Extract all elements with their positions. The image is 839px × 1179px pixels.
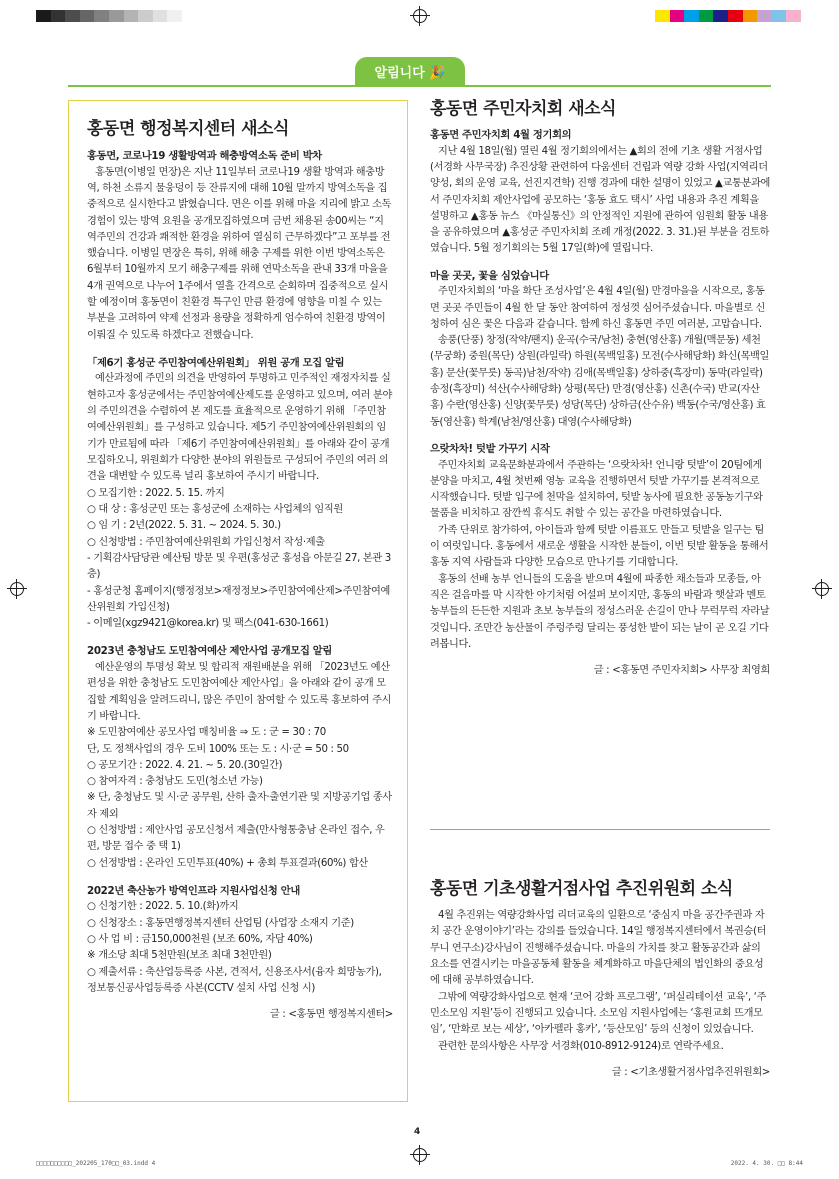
r4-body-3: 관련한 문의사항은 사무장 서경화(010-8912-9124)로 연락주세요. [438, 1040, 724, 1052]
gray-swatch [109, 10, 124, 22]
color-swatch [699, 10, 714, 22]
right-title-2: 홍동면 기초생활거점사업 추진위원회 소식 [430, 879, 733, 899]
list-item: ○ 사 업 비 : 금150,000천원 (보조 60%, 자담 40%) [87, 934, 313, 946]
left-title: 홍동면 행정복지센터 새소식 [87, 119, 289, 139]
r4-body-2: 그밖에 역량강화사업으로 현재 ‘코어 강화 프로그램’, ‘퍼실리테이션 교육’, ‘주민소모임 지원’등이 진행되고 있습니다. 소모임 지원사업에는 ‘홍원교회 뜨개모임’, ‘만화로 보는 세상’, ‘아카펠라 홍카’, ‘등산모임’ 등의 신청이 있었습니다. [430, 991, 767, 1036]
r1-heading: 홍동면 주민자치회 4월 정기회의 [430, 129, 572, 142]
gray-swatch [36, 10, 51, 22]
left-column [87, 118, 393, 1024]
right-title-1: 홍동면 주민자치회 새소식 [430, 99, 616, 119]
s2-body: 예산과정에 주민의 의견을 반영하여 투명하고 민주적인 재정자치를 실현하고자 홍성군에서는 주민참여예산제도를 운영하고 있으며, 여러 분야의 주민의견을 수렴하여 본 제도를 효율적으로 운영하기 위해 「주민참여예산위원회」를 구성하고 있습니다. 제5기 주민참여예산위원회의 임기가 만료됨에 따라 「제6기 주민참여예산위원회」를 아래와 같이 공개모집하오니, 위원회가 다양한 분야의 위원들로 구성되어 주민의 여러 의견을 대변할 수 있도록 널리 홍보하여 주시기 바랍니다. [87, 373, 392, 483]
cmyk-color-bar [655, 10, 801, 22]
gray-color-bar [36, 10, 182, 22]
color-swatch [713, 10, 728, 22]
r3-body-2: 가족 단위로 참가하여, 아이들과 함께 텃밭 이름표도 만들고 텃밭을 일구는 팀이 여럿입니다. 홍동에서 새로운 생활을 시작한 분들이, 이번 텃밭 활동을 통해서 홍동 지역 사람들과 다양한 모습으로 만나기를 기대합니다. [430, 524, 769, 569]
list-item: ○ 참여자격 : 충청남도 도민(청소년 가능) [87, 776, 263, 788]
s1-body: 홍동면(이병일 면장)은 지난 11일부터 코로나19 생활 방역과 해충방역, 하천 소류지 물웅덩이 등 잔류지에 대해 10월 말까지 방역소독을 집중적으로 실시한다고 밝혔습니다. 면은 이를 위해 마을 지리에 밝고 소독 경험이 있는 방역 요원을 공개모집하였으며 금번 채용된 송00씨는 “지역주민의 건강과 쾌적한 환경을 위하여 열심히 근무하겠다”고 포부를 전했습니다. 이병일 면장은 특히, 위해 해충 구제를 위한 이번 방역소독은 6월부터 10월까지 모기 해충구제를 위해 연막소독을 관내 33개 마을을 4개 권역으로 나누어 1주에서 열흘 간격으로 순회하며 집중적으로 실시할 예정이며 홍동면이 친환경 특구인 만큼 환경에 영향을 미칠 수 있는 부분을 고려하여 약제 선정과 용량을 정확하게 엄수하여 친환경 방역이 이뤄질 수 있도록 하겠다고 전했습니다. [87, 166, 392, 341]
r3-body-3: 홍동의 선배 농부 언니들의 도움을 받으며 4월에 파종한 채소들과 모종들, 아직은 걸음마를 막 시작한 아기처럼 어설퍼 보이지만, 홍동의 바람과 햇살과 멘토 농부들의 든든한 지원과 초보 농부들의 정성스러운 손길이 만나 무럭무럭 자라날 것입니다. 조만간 농산물이 주렁주렁 달리는 풍성한 밭이 되는 날이 곧 오길 기다려봅니다. [430, 573, 770, 650]
color-swatch [757, 10, 772, 22]
color-swatch [728, 10, 743, 22]
list-item: ○ 임 기 : 2년(2022. 5. 31. ~ 2024. 5. 30.) [87, 520, 281, 532]
print-timestamp: 2022. 4. 30. □□ 8:44 [730, 1160, 803, 1167]
page-number: 4 [414, 1127, 421, 1137]
registration-mark-right-icon [815, 582, 829, 596]
list-item: - 이메일(xgz9421@korea.kr) 및 팩스(041-630-1661) [87, 618, 329, 630]
list-item: ○ 모집기한 : 2022. 5. 15. 까지 [87, 487, 225, 499]
r1-body: 지난 4월 18일(월) 열린 4월 정기회의에서는 ▲회의 전에 기초 생활 거점사업(서경화 사무국장) 추진상황 관련하여 다움센터 건립과 역량 강화 사업(지역리더 양성, 회의 운영 교육, 선진지견학) 진행 경과에 대한 설명이 있었고 ▲교통분과에서 주민자치회 제안사업에 공모하는 ‘홍동 효도 택시’ 사업 내용과 추진 계획을 설명하고 ▲홍동 뉴스 《마실통신》의 안정적인 지원에 관하여 임원회 활동 내용을 공유하였으며 ▲홍성군 주민자치회 조례 개정(2022. 3. 31.)된 부분을 검토하였습니다. 5월 정기회의는 5월 17일(화)에 열립니다. [430, 145, 770, 255]
gray-swatch [80, 10, 95, 22]
r2-heading: 마을 곳곳, 꽃을 심었습니다 [430, 269, 549, 282]
s3-heading: 2023년 충청남도 도민참여예산 제안사업 공개모집 알림 [87, 645, 332, 658]
color-swatch [655, 10, 670, 22]
list-item: ○ 신청방법 : 제안사업 공모신청서 제출(만사형통충남 온라인 접수, 우편, 방문 접수 중 택 1) [87, 825, 385, 853]
list-item: ○ 선정방법 : 온라인 도민투표(40%) + 총회 투표결과(60%) 합산 [87, 857, 368, 869]
list-item: ○ 신청방법 : 주민참여예산위원회 가입신청서 작성·제출 [87, 536, 325, 548]
r4-body-1: 4월 추진위는 역량강화사업 리더교육의 일환으로 ‘중심지 마을 공간주권과 자치 공간 운영이야기’라는 강의를 들었습니다. 14일 행정복지센터에서 복권승(터무니 연구소)강사님이 진행해주셨습니다. 마을의 가치를 찾고 활동공간과 삶의 요소를 연결시키는 마을공동체 활동을 체계화하고 마을단체의 법인화의 중요성에 대해 공부하였습니다. [430, 910, 767, 987]
color-swatch [684, 10, 699, 22]
r3-body-1: 주민자치회 교육문화분과에서 주관하는 ‘으랏차차! 언니랑 텃밭’이 20팀에게 분양을 마치고, 4월 첫번째 영농 교육을 진행하면서 텃밭 가꾸기를 본격적으로 시작했습니다. 텃밭 입구에 천막을 설치하여, 텃밭 농사에 필요한 공동농기구와 물품을 비치하고 잠깐씩 휴식도 취할 수 있는 공간을 마련하였습니다. [430, 459, 763, 520]
r2-body-2: 송풍(단풍) 창정(작약/팬지) 운곡(수국/남천) 충현(영산홍) 개월(맥문동) 세천(무궁화) 중원(목단) 상원(라일락) 하원(목백일홍) 모전(수사해당화) 화신(목백일홍) 문산(꽃무릇) 동곡)남천/작약) 김애(목백일홍) 상하중(흑장미) 동막(라일락) 송정(흑장미) 석산(수사해당화) 상평(목단) 만경(영산홍) 신촌(수국) 반교(자산홍) 수란(영산홍) 신양(꽃무릇) 성당(목단) 상하금(산수유) 백동(수국/영산홍) 효동(영산홍) 학계(남천/영산홍) 대영(수사해당화) [430, 335, 770, 428]
list-item: ※ 단, 충청남도 및 시·군 공무원, 산하 출자·출연기관 및 지방공기업 종사자 제외 [87, 792, 392, 820]
gray-swatch [94, 10, 109, 22]
s2-heading: 「제6기 홍성군 주민참여예산위원회」 위원 공개 모집 알림 [87, 357, 345, 369]
list-item: ○ 제출서류 : 축산업등록증 사본, 견적서, 신용조사서(융자 희망농가), 정보통신공사업등록증 사본(CCTV 설치 사업 신청 시) [87, 966, 382, 995]
list-item: - 홍성군청 홈페이지(행정정보>재정정보>주민참여예산제>주민참여예산위원회 가입신청) [87, 585, 391, 613]
list-item: ※ 도민참여예산 공모사업 매칭비율 ⇒ 도 : 군 = 30 : 70 [87, 727, 326, 739]
registration-mark-left-icon [10, 582, 24, 596]
list-item: ○ 신청장소 : 홍동면행정복지센터 산업팀 (사업장 소재지 기준) [87, 917, 354, 929]
gray-swatch [65, 10, 80, 22]
print-file-name: □□□□□□□□□□_202205_170□□_03.indd 4 [36, 1160, 156, 1167]
color-swatch [786, 10, 801, 22]
right-credit-1: 글 : <홍동면 주민자치회> 사무장 최영희 [593, 665, 770, 677]
section-tab: 알림니다 🎉 [355, 57, 465, 86]
s4-heading: 2022년 축산농가 방역인프라 지원사업신청 안내 [87, 885, 300, 897]
list-item: ※ 개소당 최대 5천만원(보조 최대 3천만원) [87, 950, 272, 962]
section-divider [430, 829, 770, 830]
gray-swatch [124, 10, 139, 22]
color-swatch [743, 10, 758, 22]
list-item: 단, 도 정책사업의 경우 도비 100% 또는 도 : 시·군 = 50 : 50 [87, 743, 349, 755]
color-swatch [772, 10, 787, 22]
registration-mark-top-icon [413, 9, 427, 23]
r3-heading: 으랏차차! 텃밭 가꾸기 시작 [430, 443, 550, 456]
list-item: - 기획감사담당관 예산팀 방문 및 우편(홍성군 홍성읍 아문길 27, 본관 3층) [87, 552, 391, 581]
gray-swatch [167, 10, 182, 22]
color-swatch [670, 10, 685, 22]
list-item: ○ 대 상 : 홍성군민 또는 홍성군에 소재하는 사업체의 임직원 [87, 503, 343, 515]
gray-swatch [153, 10, 168, 22]
s3-body: 예산운영의 투명성 확보 및 합리적 재원배분을 위해 「2023년도 예산편성을 위한 충청남도 도민참여예산 제안사업」을 아래와 같이 공개 모집할 계획임을 알려드리니, 많은 주민이 참여할 수 있도록 홍보하여 주시기 바랍니다. [87, 661, 392, 722]
right-column-bottom [430, 878, 770, 1081]
s1-heading: 홍동면, 코로나19 생활방역과 해충방역소독 준비 박차 [87, 150, 322, 163]
right-column-top [430, 98, 770, 680]
gray-swatch [51, 10, 66, 22]
right-credit-2: 글 : <기초생활거점사업추진위원회> [611, 1066, 770, 1078]
registration-mark-bottom-icon [413, 1148, 427, 1162]
gray-swatch [138, 10, 153, 22]
list-item: ○ 신청기한 : 2022. 5. 10.(화)까지 [87, 901, 239, 913]
list-item: ○ 공모기간 : 2022. 4. 21. ~ 5. 20.(30일간) [87, 759, 283, 771]
section-rule [68, 85, 771, 87]
left-credit: 글 : <홍동면 행정복지센터> [269, 1009, 393, 1021]
r2-body-1: 주민자치회의 ‘마을 화단 조성사업’은 4월 4일(월) 만경마을을 시작으로, 홍동면 곳곳 주민들이 4월 한 달 동안 참여하여 정성껏 심어주셨습니다. 마을별로 신청하여 심은 꽃은 다음과 같습니다. 함께 하신 홍동면 주민 여러분, 고맙습니다. [430, 286, 766, 330]
